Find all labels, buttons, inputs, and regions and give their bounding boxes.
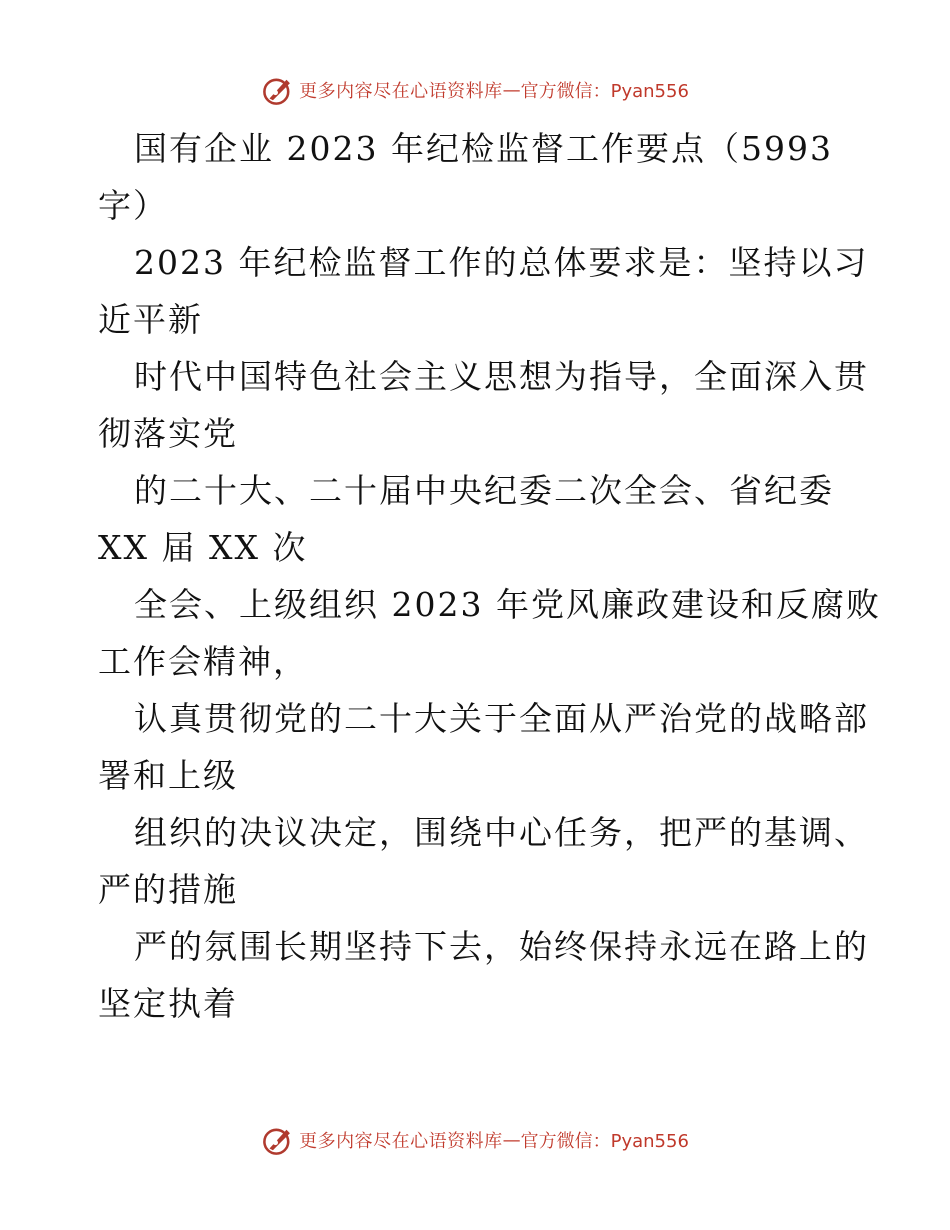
paragraph-line-wrap: 严的措施 [98,870,238,909]
paragraph-line: 的二十大、二十届中央纪委二次全会、省纪委 [134,471,834,510]
document-body [98,120,881,1032]
paragraph [98,348,869,462]
pen-nib-logo-icon [261,73,295,107]
paragraph [98,804,869,918]
paragraph-line: 国有企业 2023 年纪检监督工作要点（5993 [134,129,833,168]
paragraph [98,234,869,348]
header-separator: — [502,79,521,101]
footer-watermark [0,1120,950,1160]
paragraph-line: 严的氛围长期坚持下去，始终保持永远在路上的 [134,927,869,966]
paragraph-line-wrap: 彻落实党 [98,414,238,453]
paragraph [98,918,869,1032]
pen-nib-logo-icon [261,1123,295,1157]
paragraph [98,462,858,576]
paragraph-line-wrap: 工作会精神， [98,642,308,681]
paragraph-line: 时代中国特色社会主义思想为指导，全面深入贯 [134,357,869,396]
paragraph [98,690,869,804]
footer-separator: — [502,1129,521,1151]
paragraph-line-wrap: 坚定执着 [98,984,238,1023]
header-contact-text: 官方微信：Pyan556 [520,81,689,102]
paragraph-line-wrap: 字） [98,186,168,225]
footer-brand-text: 更多内容尽在心语资料库 [299,1131,503,1152]
paragraph [98,576,881,690]
paragraph-line-wrap: 近平新 [98,300,203,339]
header-watermark [0,70,950,110]
paragraph-line-wrap: 署和上级 [98,756,238,795]
header-brand-text: 更多内容尽在心语资料库 [299,81,503,102]
paragraph-line: 2023 年纪检监督工作的总体要求是：坚持以习 [134,243,869,282]
footer-contact-text: 官方微信：Pyan556 [520,1131,689,1152]
paragraph [98,120,858,234]
paragraph-line: 组织的决议决定，围绕中心任务，把严的基调、 [134,813,869,852]
paragraph-line-wrap: XX 届 XX 次 [98,528,308,567]
paragraph-line: 全会、上级组织 2023 年党风廉政建设和反腐败 [134,585,881,624]
paragraph-line: 认真贯彻党的二十大关于全面从严治党的战略部 [134,699,869,738]
